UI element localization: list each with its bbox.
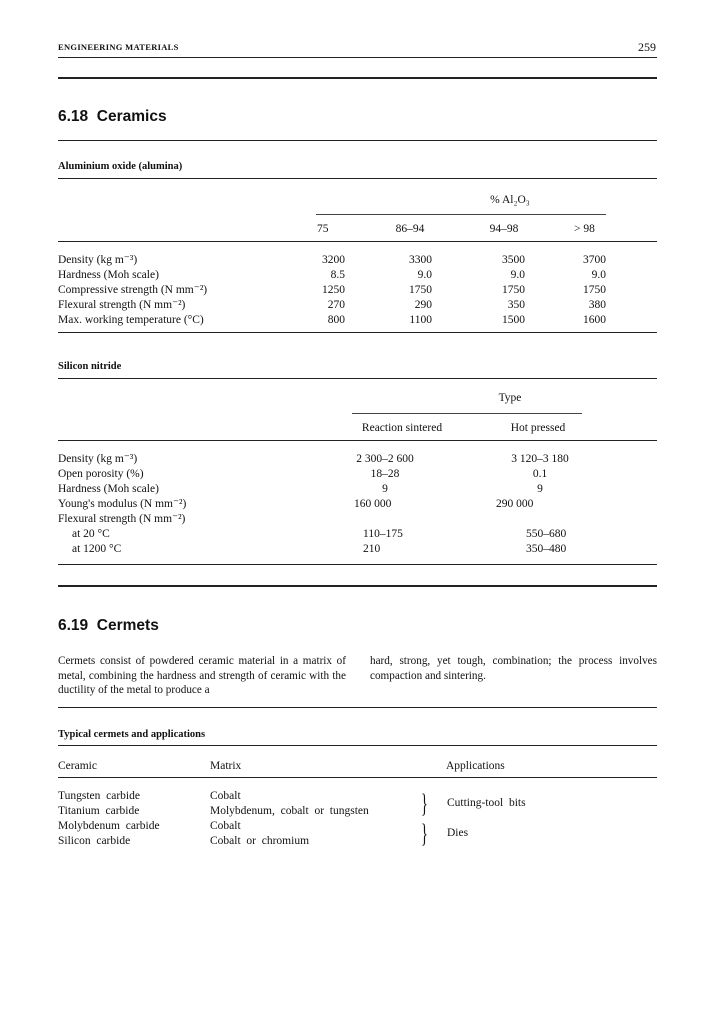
alumina-group-rule <box>316 214 606 215</box>
alumina-cell: 9.0 <box>591 269 606 281</box>
cermets-paragraph-right: hard, strong, yet tough, combination; the process involves compaction and sintering. <box>370 655 657 682</box>
sn-row-label: Young's modulus (N mm⁻²) <box>58 498 187 510</box>
alumina-group-header: % Al₂O₃ <box>490 194 530 206</box>
alumina-bottom-rule <box>58 332 657 333</box>
sn-cell: 18–28 <box>370 468 400 480</box>
cermets-application: Dies <box>447 827 469 839</box>
cermets-para-rule <box>58 707 657 708</box>
alumina-row-label: Max. working temperature (°C) <box>58 314 204 326</box>
alumina-row-label: Hardness (Moh scale) <box>58 269 159 281</box>
alumina-cell: 3200 <box>322 254 345 266</box>
alumina-cell: 1750 <box>502 284 525 296</box>
alumina-cell: 1100 <box>409 314 432 326</box>
alumina-cell: 3500 <box>502 254 525 266</box>
alumina-table-title: Aluminium oxide (alumina) <box>58 161 183 172</box>
section-top-rule <box>58 77 657 79</box>
alumina-cell: 270 <box>327 299 345 311</box>
sn-cell: 210 <box>363 543 381 555</box>
sn-cell: 9 <box>382 483 388 495</box>
alumina-cell: 1750 <box>409 284 432 296</box>
sn-row-label: Open porosity (%) <box>58 468 144 480</box>
alumina-col-header: 86–94 <box>395 223 425 235</box>
alumina-cell: 9.0 <box>510 269 525 281</box>
section-divider-rule <box>58 585 657 587</box>
running-title: ENGINEERING MATERIALS <box>58 42 179 52</box>
sn-col-header: Reaction sintered <box>361 422 443 434</box>
alumina-cell: 8.5 <box>330 269 345 281</box>
sn-group-header: Type <box>498 392 522 404</box>
sn-cell: 350–480 <box>526 543 567 555</box>
alumina-cell: 1250 <box>322 284 345 296</box>
right-brace-icon: } <box>421 819 428 848</box>
alumina-cell: 1500 <box>502 314 525 326</box>
alumina-row-label: Compressive strength (N mm⁻²) <box>58 284 208 296</box>
alumina-col-header: 75 <box>317 223 329 235</box>
alumina-cell: 3300 <box>409 254 432 266</box>
sn-bottom-rule <box>58 564 657 565</box>
cermets-matrix: Cobalt <box>210 790 241 802</box>
sn-header-rule <box>58 440 657 441</box>
cermets-col-header: Applications <box>446 760 505 772</box>
sn-group-rule <box>352 413 582 414</box>
sn-cell: 160 000 <box>354 498 392 510</box>
sn-cell: 0.1 <box>532 468 548 480</box>
cermets-ceramic: Tungsten carbide <box>58 790 140 802</box>
cermets-ceramic: Titanium carbide <box>58 805 140 817</box>
alumina-cell: 9.0 <box>417 269 432 281</box>
cermets-matrix: Molybdenum, cobalt or tungsten <box>210 805 369 817</box>
alumina-cell: 290 <box>414 299 432 311</box>
sn-row-label: Hardness (Moh scale) <box>58 483 159 495</box>
sn-row-label: at 1200 °C <box>72 543 122 555</box>
cermets-ceramic: Silicon carbide <box>58 835 131 847</box>
silicon-nitride-table-title: Silicon nitride <box>58 361 122 372</box>
alumina-cell: 1600 <box>583 314 606 326</box>
page-number: 259 <box>638 40 656 54</box>
section-heading-ceramics: 6.18 Ceramics <box>58 108 167 125</box>
sn-row-label: Density (kg m⁻³) <box>58 453 138 465</box>
cermets-header-rule <box>58 777 657 778</box>
cermets-matrix: Cobalt <box>210 820 241 832</box>
sn-cell: 550–680 <box>526 528 567 540</box>
sn-col-header: Hot pressed <box>510 422 566 434</box>
alumina-top-rule <box>58 178 657 179</box>
alumina-header-rule <box>58 241 657 242</box>
cermets-top-rule <box>58 745 657 746</box>
cermets-ceramic: Molybdenum carbide <box>58 820 160 832</box>
alumina-col-header: 94–98 <box>489 223 519 235</box>
header-rule <box>58 57 657 58</box>
sn-cell: 3 120–3 180 <box>511 453 569 465</box>
alumina-row-label: Flexural strength (N mm⁻²) <box>58 299 186 311</box>
sn-cell: 110–175 <box>363 528 403 540</box>
alumina-cell: 1750 <box>583 284 606 296</box>
alumina-cell: 380 <box>588 299 606 311</box>
sn-row-label: at 20 °C <box>72 528 110 540</box>
sn-row-label: Flexural strength (N mm⁻²) <box>58 513 186 525</box>
alumina-cell: 3700 <box>583 254 606 266</box>
cermets-paragraph-left: Cermets consist of powdered ceramic material in a matrix of metal, combining the hardness and strength of ceramic with the ductility of the metal to produce a <box>58 655 346 696</box>
sn-cell: 9 <box>537 483 543 495</box>
alumina-row-label: Density (kg m⁻³) <box>58 254 138 266</box>
sn-top-rule <box>58 378 657 379</box>
sn-cell: 290 000 <box>496 498 534 510</box>
right-brace-icon: } <box>421 789 428 818</box>
cermets-col-header: Ceramic <box>58 760 97 772</box>
sn-cell: 2 300–2 600 <box>356 453 414 465</box>
cermets-col-header: Matrix <box>210 760 242 772</box>
alumina-cell: 350 <box>507 299 525 311</box>
cermets-application: Cutting-tool bits <box>447 797 526 809</box>
cermets-matrix: Cobalt or chromium <box>210 835 310 847</box>
alumina-col-header: > 98 <box>574 223 595 235</box>
ceramics-heading-rule <box>58 140 657 141</box>
cermets-table-title: Typical cermets and applications <box>58 729 206 740</box>
alumina-cell: 800 <box>327 314 345 326</box>
section-heading-cermets: 6.19 Cermets <box>58 617 159 634</box>
